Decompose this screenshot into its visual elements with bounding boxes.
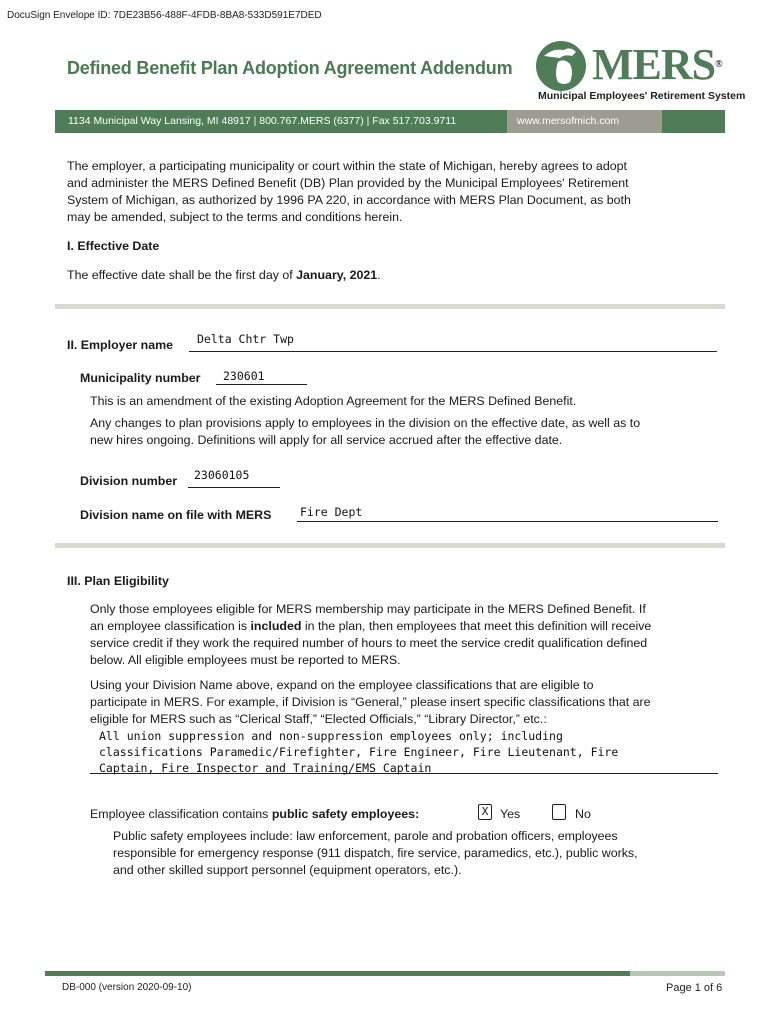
logo-subtitle: Municipal Employees' Retirement System (538, 90, 746, 102)
employer-name-value: Delta Chtr Twp (197, 332, 294, 346)
contact-address: 1134 Municipal Way Lansing, MI 48917 | 800.767.MERS (6377) | Fax 517.703.9711 (68, 115, 457, 127)
division-name-field[interactable] (297, 520, 718, 522)
division-number-field[interactable] (188, 486, 280, 488)
intro-paragraph: The employer, a participating municipality or court within the state of Michigan, hereby agrees to adopt and administer the MERS Defined Benefit (DB) Plan provided by the Municipal Employees' Retirement System of Michigan, as authorized by 1996 PA 220, in accordance with MERS Plan Document, as both may be amended, subject to the terms and conditions herein. (67, 159, 631, 224)
docusign-envelope-id: DocuSign Envelope ID: 7DE23B56-488F-4FDB-8BA8-533D591E7DED (7, 10, 322, 21)
employer-name-field[interactable] (189, 350, 717, 352)
public-safety-yes-checkbox[interactable]: X (478, 804, 492, 820)
division-name-label: Division name on file with MERS (80, 508, 272, 522)
plan-eligibility-heading: III. Plan Eligibility (67, 574, 169, 588)
classification-text-value: All union suppression and non-suppression employees only; including classifications Paramedic/Firefighter, Fire Engineer, Fire Lieutenant, Fire Captain, Fire Inspector and Training/EMS Captain (99, 729, 619, 775)
division-number-value: 23060105 (194, 468, 250, 482)
mers-logo (534, 38, 746, 106)
amendment-text: This is an amendment of the existing Adoption Agreement for the MERS Defined Benefit. (90, 394, 577, 408)
public-safety-definition: Public safety employees include: law enforcement, parole and probation officers, employees responsible for emergency response (911 dispatch, fire service, paramedics, etc.), public works, and other skilled support personnel (equipment operators, etc.). (113, 829, 638, 877)
division-number-label: Division number (80, 474, 178, 488)
eligibility-paragraph: Only those employees eligible for MERS membership may participate in the MERS Defined Benefit. If an employee classification is included in the plan, then employees that meet this definition will receive service credit if they work the required number of hours to meet the service credit qualification defined below. All eligible employees must be reported to MERS. (90, 602, 652, 667)
yes-label: Yes (500, 807, 521, 821)
effective-date-value: January, 2021 (296, 268, 378, 282)
contact-bar-end (662, 110, 725, 133)
website-link[interactable]: www.mersofmich.com (517, 115, 620, 127)
public-safety-no-checkbox[interactable] (552, 804, 566, 820)
no-label: No (575, 807, 591, 821)
classification-field[interactable] (90, 772, 718, 774)
section-effective-date-heading: I. Effective Date (67, 239, 160, 253)
municipality-number-value: 230601 (223, 369, 265, 383)
section-divider (55, 304, 725, 309)
effective-date-text: The effective date shall be the first day of January, 2021. (67, 268, 381, 282)
page-title: Defined Benefit Plan Adoption Agreement Addendum (67, 58, 513, 78)
logo-wordmark: MERS (592, 40, 716, 89)
public-safety-label: Employee classification contains public safety employees: (90, 807, 420, 821)
employer-name-label: II. Employer name (67, 338, 174, 352)
page-number: Page 1 of 6 (666, 982, 723, 994)
footer-rule-accent (630, 971, 725, 976)
footer-rule (45, 971, 630, 976)
municipality-number-field[interactable] (216, 383, 307, 385)
section-divider (55, 543, 725, 548)
classification-instructions: Using your Division Name above, expand on the employee classifications that are eligible to participate in MERS. For example, if Division is “General,” please insert specific classifications that are eligible for MERS such as “Clerical Staff,” “Elected Officials,” “Library Director,” etc.: (90, 678, 651, 726)
form-version: DB-000 (version 2020-09-10) (62, 982, 192, 993)
changes-paragraph: Any changes to plan provisions apply to employees in the division on the effective date, as well as to new hires ongoing. Definitions will apply for all service accrued after the effective date. (90, 416, 641, 447)
municipality-number-label: Municipality number (80, 371, 201, 385)
division-name-value: Fire Dept (300, 505, 363, 519)
registered-mark: ® (715, 59, 722, 70)
